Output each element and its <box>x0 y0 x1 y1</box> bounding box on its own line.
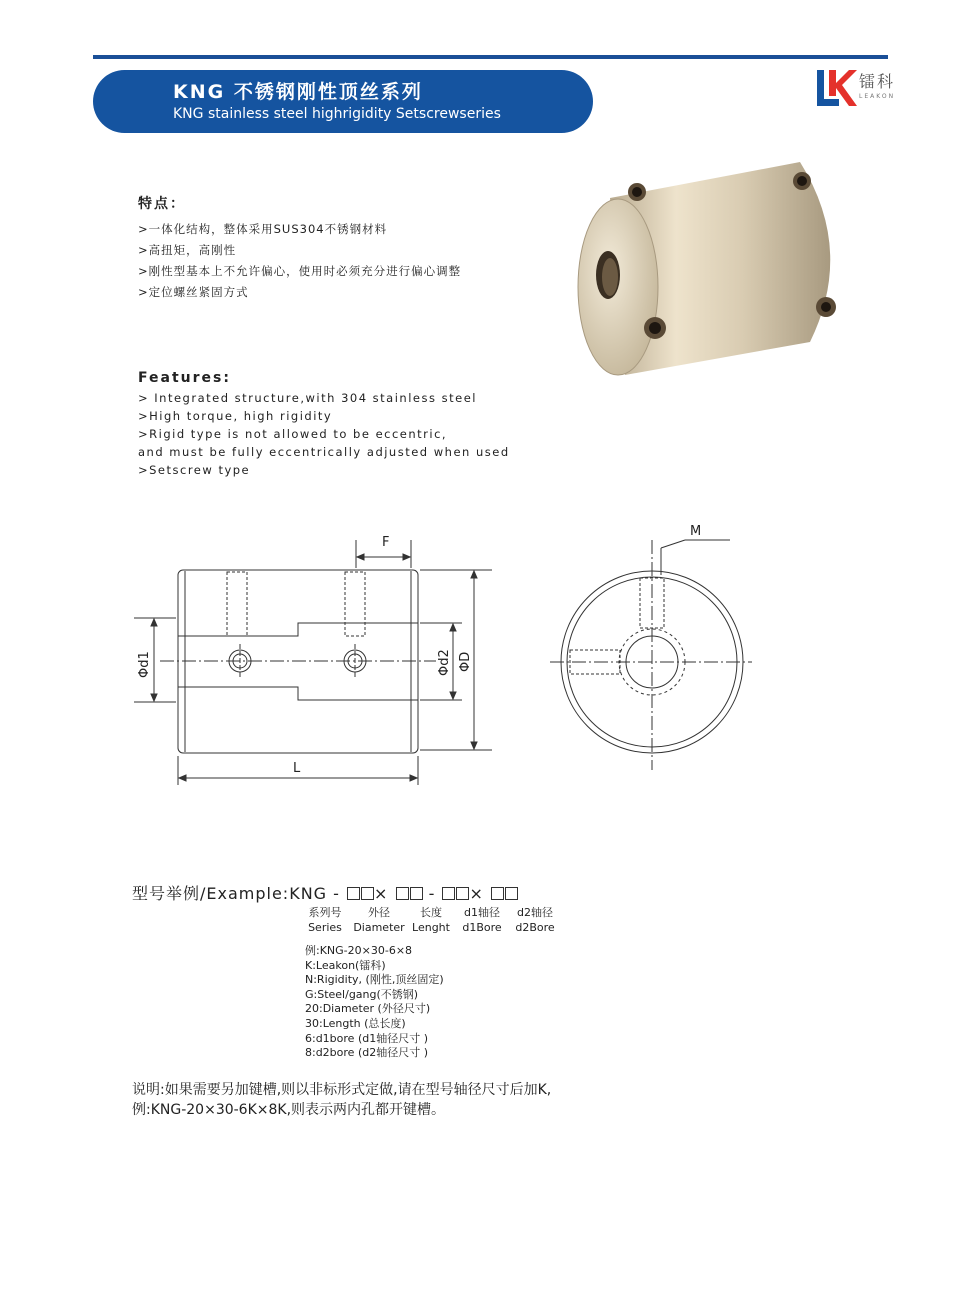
title-banner <box>93 70 593 133</box>
side-view <box>160 570 436 753</box>
times-sign: × <box>374 884 389 903</box>
end-view <box>550 540 752 770</box>
column-label-cn: 长度 <box>420 906 442 919</box>
title-en: KNG stainless steel highrigidity Setscrewseries <box>173 106 501 122</box>
feature-en-item: >High torque, high rigidity <box>138 409 333 423</box>
column-label-cn: d2轴径 <box>517 906 553 919</box>
column-length <box>408 905 454 935</box>
label-F: F <box>382 535 390 550</box>
technical-drawing <box>120 520 780 790</box>
placeholder-box <box>491 887 504 900</box>
label-D: ΦD <box>458 651 473 672</box>
model-example <box>132 881 518 904</box>
example-line: G:Steel/gang(不锈钢) <box>305 987 419 1001</box>
label-M: M <box>690 524 702 539</box>
label-d1: Φd1 <box>137 651 152 678</box>
features-cn-heading: 特点： <box>138 196 186 212</box>
label-d2: Φd2 <box>437 649 452 676</box>
column-label-cn: 系列号 <box>308 906 342 919</box>
brand-name-en: LEAKON <box>859 93 896 100</box>
example-line: N:Rigidity, (刚性,顶丝固定) <box>305 973 444 987</box>
brand-name-cn: 镭科 <box>859 72 896 91</box>
feature-en-item: > Integrated structure,with 304 stainless steel <box>138 391 477 405</box>
label-L: L <box>293 761 301 776</box>
feature-en-item: and must be fully eccentrically adjusted when used <box>138 445 510 459</box>
placeholder-box <box>361 887 374 900</box>
example-explanation <box>305 944 444 1061</box>
column-d2bore <box>510 905 560 935</box>
placeholder-box <box>442 887 455 900</box>
feature-en-item: >Rigid type is not allowed to be eccentric, <box>138 427 448 441</box>
column-label-cn: d1轴径 <box>464 906 500 919</box>
example-line: 20:Diameter (外径尺寸) <box>305 1002 431 1016</box>
coupling-product-image <box>570 160 860 385</box>
column-d1bore <box>457 905 507 935</box>
feature-en-item: >Setscrew type <box>138 463 251 477</box>
header-rule <box>93 55 888 59</box>
features-cn <box>138 193 461 303</box>
feature-cn-item: >刚性型基本上不允许偏心，使用时必须充分进行偏心调整 <box>138 264 462 278</box>
example-prefix: 型号举例/Example:KNG - <box>132 884 340 903</box>
example-line: 8:d2bore (d2轴径尺寸 ) <box>305 1046 429 1060</box>
note-line: 说明:如果需要另加键槽,则以非标形式定做,请在型号轴径尺寸后加K, <box>132 1082 552 1098</box>
features-en-heading: Features: <box>138 370 231 386</box>
column-label-en: Diameter <box>353 921 405 934</box>
placeholder-box <box>396 887 409 900</box>
example-line: 30:Length (总长度) <box>305 1016 406 1030</box>
example-line: 6:d1bore (d1轴径尺寸 ) <box>305 1031 429 1045</box>
example-line: K:Leakon(镭科) <box>305 958 386 972</box>
times-sign: × <box>469 884 484 903</box>
column-label-en: Series <box>308 921 342 934</box>
placeholder-box <box>456 887 469 900</box>
title-cn: KNG 不锈钢刚性顶丝系列 <box>173 81 423 103</box>
column-diameter <box>350 905 408 935</box>
feature-cn-item: >一体化结构，整体采用SUS304不锈钢材料 <box>138 222 388 236</box>
leakon-logo-icon <box>815 66 857 110</box>
feature-cn-item: >定位螺丝紧固方式 <box>138 285 249 299</box>
column-label-cn: 外径 <box>368 906 390 919</box>
placeholder-box <box>410 887 423 900</box>
dash-sign: - <box>428 884 436 903</box>
feature-cn-item: >高扭矩，高刚性 <box>138 243 237 257</box>
column-label-en: Lenght <box>412 921 450 934</box>
features-en <box>138 370 510 479</box>
keyway-note <box>132 1080 551 1120</box>
brand-logo <box>815 66 895 110</box>
note-line: 例:KNG-20×30-6K×8K,则表示两内孔都开键槽。 <box>132 1102 446 1118</box>
column-label-en: d2Bore <box>515 921 555 934</box>
placeholder-box <box>347 887 360 900</box>
column-label-en: d1Bore <box>462 921 502 934</box>
column-series <box>304 905 346 935</box>
example-line: 例:KNG-20×30-6×8 <box>305 944 413 957</box>
placeholder-box <box>505 887 518 900</box>
